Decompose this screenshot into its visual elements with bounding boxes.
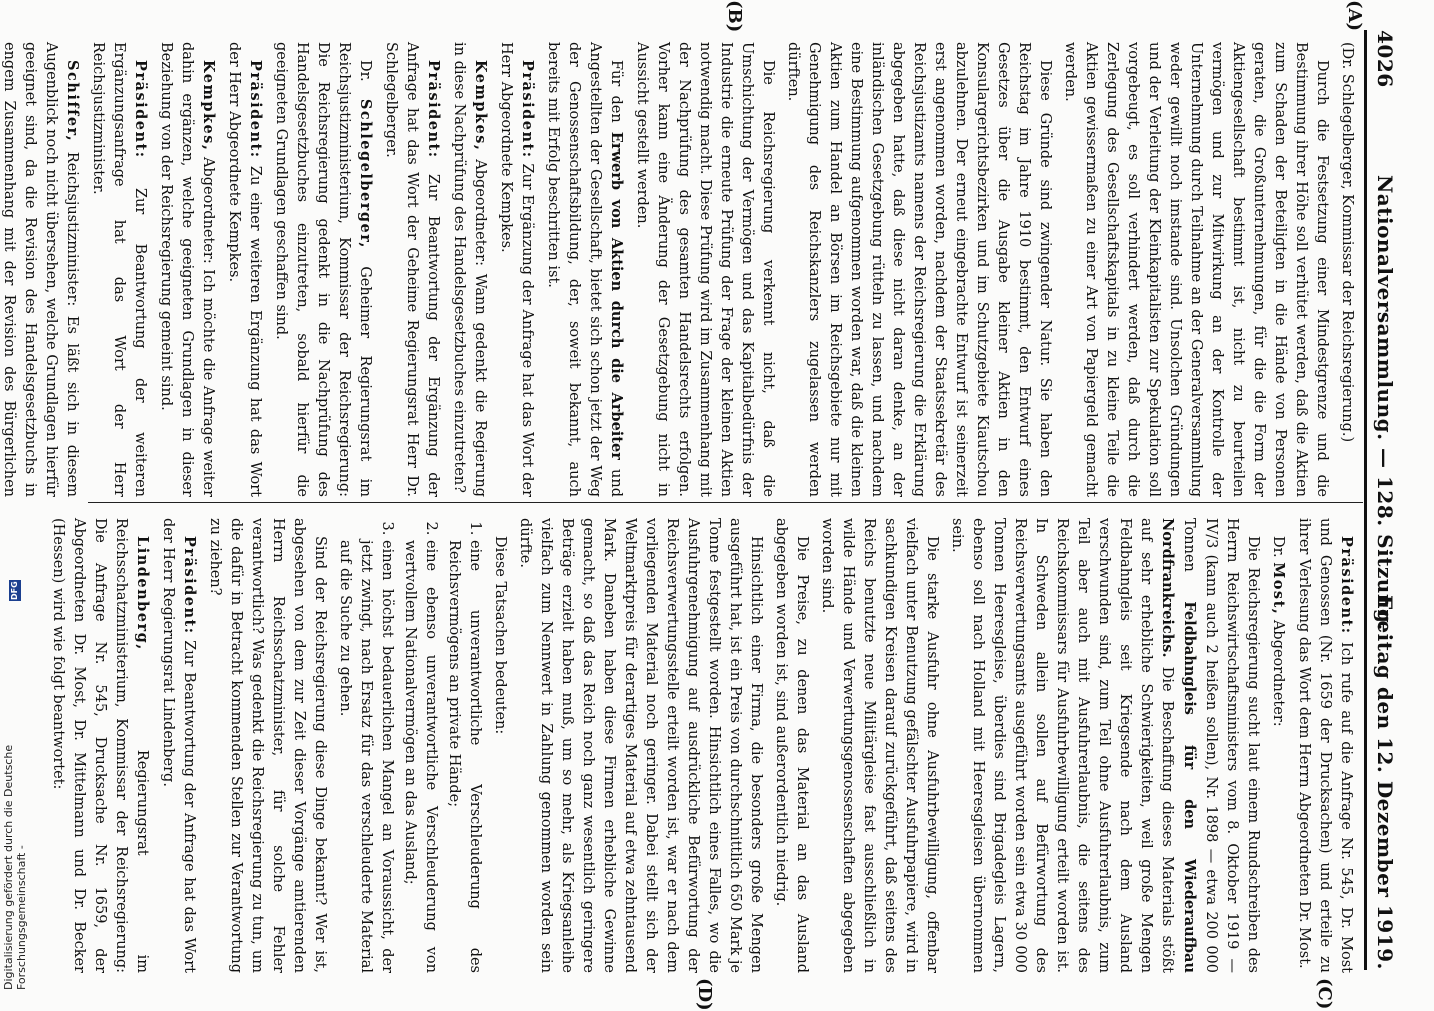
header-title: Nationalversammlung. — 128. Sitzung.: [1373, 175, 1397, 631]
list-item: 3. einen höchst bedauerlichen Mangel an Voraussicht, der jetzt zwingt, nach Ersatz für das verschleuderte Material auf die Suche zu gehen.: [334, 540, 397, 973]
speech: Präsident: Zur Beantwortung der Ergänzung der Anfrage hat das Wort der Geheime Regierungsrat Herr Dr. Schlegelberger.: [383, 42, 442, 498]
paragraph: Hinsichtlich einer Firma, die besonders große Mengen ausgeführt hat, ist ein Preis von durchschnittlich 650 Mark je Tonne festgestellt worden. Hinsichtlich eines Falles, wo die Ausfuhrgenehmigung auf ausdrückliche Befürwortung der Reichsverwertungsstelle erteilt worden ist, war er nach dem vorliegenden Material noch geringer. Dabei stellt sich der Weltmarktpreis für derartiges Material auf etwa zehntausend Mark. Daneben haben diese Firmen erhebliche Gewinne gemacht, so daß das Reich noch ganz wesentlich geringere Beträge erzielt haben muß, um so mehr, als Kriegsanleihe vielfach zum Nennwert in Zahlung genommen worden sein dürfte.: [517, 518, 764, 973]
digitization-credit: [2, 580, 28, 990]
speaker-name: Präsident:: [519, 60, 536, 159]
speech: Kempkes, Abgeordneter: Ich möchte die Anfrage weiter dahin ergänzen, welche geeigneten Grundlagen in dieser Beziehung von der Reichsregierung gemeint sind.: [158, 42, 217, 497]
dfg-logo-icon: DFG: [10, 581, 19, 601]
speech: Präsident: Zur Beantwortung der Anfrage hat das Wort der Herr Regierungsrat Lindenberg.: [160, 518, 198, 974]
speaker-name: Lindenberg,: [134, 536, 151, 651]
bold-phrase: Feldbahngleis für den Wiederaufbau Nordfrankreichs.: [1159, 518, 1198, 973]
speech: Lindenberg, Regierungsrat im Reichsschatzministerium, Kommissar der Reichsregierung: Die Anfrage Nr. 545, Drucksache Nr. 1659, der Abgeordneten Dr. Most, Dr. Mittelmann und Dr. Becker (Hessen) wird wie folgt beantwortet:: [50, 518, 151, 973]
paragraph: Die Reichsregierung sucht laut einem Rundschreiben des Herrn Reichswirtschaftsministers vom 8. Oktober 1919 — IV/3 (kann auch 2 heißen sollen), Nr. 1898 — etwa 200 000 Tonnen Feldbahngleis für den Wiederaufbau Nordfrankreichs. Die Beschaffung dieses Materials stößt auf sehr erhebliche Schwierigkeiten, weil große Mengen Feldbahngleis seit Kriegsende nach dem Ausland verschwunden sind, zum Teil ohne Ausfuhrerlaubnis, zum Teil aber auch mit Ausfuhrerlaubnis, die seitens des Reichskommissars für Ausfuhrbewilligung erteilt worden ist. In Schweden allein sollen auf Befürwortung des Reichsverwertungsamts ausgeführt worden sein etwa 30 000 Tonnen Heeresgleise, überdies sind Brigadegleis Lagern, ebenso soll nach Holland mit Heeresgleisen übernommen sein.: [949, 518, 1261, 973]
page-header: [1367, 30, 1397, 970]
paragraph: Die Reichsregierung verkennt nicht, daß die Umschichtung der Vermögen und das Kapitalbedürfnis der Industrie die erneute Prüfung der Frage der kleinen Aktien notwendig macht. Diese Prüfung wird im Zusammenhang mit der Nachprüfung des gesamten Handelsrechts erfolgen. Vorher kann eine Änderung der Gesetzgebung nicht in Aussicht gestellt werden.: [634, 42, 776, 497]
speech: Schiffer, Reichsjustizminister: Es läßt sich in diesem Augenblick noch nicht übersehen, welche Grundlagen hierfür geeignet sind, da die Revision des Handelsgesetzbuchs in engem Zusammenhang mit der Revision des Bürgerlichen: [1, 42, 81, 497]
speaker-name: Kempkes,: [200, 60, 217, 152]
speech: Dr. Most, Abgeordneter:: [1270, 536, 1287, 727]
header-date: Freitag den 12. Dezember 1919.: [1373, 595, 1397, 970]
paragraph: Diese Tatsachen bedeuten:: [492, 536, 508, 735]
speaker-name: Präsident:: [247, 60, 264, 159]
left-column: [0, 42, 1357, 497]
speech: Präsident: Zur Beantwortung der weiteren Ergänzungsanfrage hat das Wort der Herr Reichsjustizminister.: [90, 42, 149, 497]
margin-mark-a: (A): [1344, 0, 1365, 31]
paragraph: Diese Gründe sind zwingender Natur. Sie haben den Reichstag im Jahre 1910 bestimmt, den Entwurf eines Gesetzes über die Ausgabe kleiner Aktien in den Konsulargerichtsbezirken und im Schutzgebiete Kiautschou abzulehnen. Der erneut eingebrachte Entwurf ist seinerzeit erst angenommen worden, nachdem der Staatssekretär des Reichsjustizamts namens der Reichsregierung die Erklärung abgegeben hatte, daß diese nicht daran denke, an der inländischen Gesetzgebung rütteln zu lassen, und nachdem eine Bestimmung aufgenommen worden war, daß die kleinen Aktien zum Handel an Börsen im Reichsgebiete nur mit Genehmigung des Reichskanzlers zugelassen werden dürften.: [785, 42, 1053, 497]
margin-mark-c: (C): [1314, 978, 1335, 1010]
paragraph: Die starke Ausfuhr ohne Ausfuhrbewilligung, offenbar vielfach unter Benutzung gefälschter Ausfuhrpapiere, wird in sachkundigen Kreisen darauf zurückgeführt, daß seitens des Reichs benutzte neue Militärgleise fast ausschließlich in wilde Hände und Verwertungsgenossenschaften abgegeben worden sind.: [819, 518, 940, 973]
speaker-name: Präsident:: [425, 60, 442, 159]
margin-mark-b: (B): [724, 0, 745, 33]
paragraph: Sind der Reichsregierung diese Dinge bekannt? Wer ist, abgesehen von dem zur Zeit dieser Vorgänge amtierenden Herrn Reichsschatzminister, für solche Fehler verantwortlich? Was gedenkt die Reichsregierung zu tun, um die dafür in Betracht kommenden Stellen zur Verantwortung zu ziehen?: [207, 518, 328, 973]
speaker-name: Präsident:: [132, 60, 149, 159]
speech: Präsident: Ich rufe auf die Anfrage Nr. 545, Dr. Most und Genossen (Nr. 1659 der Drucksachen) und erteile zu ihrer Verlesung das Wort dem Herrn Abgeordneten Dr. Most.: [1296, 518, 1355, 973]
speaker-name: Schlegelberger,: [357, 98, 374, 249]
speaker-name: Kempkes,: [472, 60, 489, 152]
right-column: [43, 518, 1357, 973]
bold-phrase: Erwerb von Aktien durch die Arbeiter: [608, 131, 625, 460]
paragraph: Die Preise, zu denen das Material an das Ausland abgegeben worden ist, sind außerordentlich niedrig.: [773, 518, 810, 973]
speaker-name: Präsident:: [181, 536, 198, 635]
speaker-name: Most,: [1270, 562, 1287, 616]
page-number: 4026: [1373, 30, 1397, 88]
list-item: 2. eine ebenso unverantwortliche Verschleuderung von wertvollem Nationalvermögen an das Ausland;: [399, 540, 441, 973]
numbered-list: [334, 540, 485, 973]
header-rule: [1364, 30, 1367, 970]
list-item: 1. eine unverantwortliche Verschleuderung des Reichsvermögens an private Hände;: [443, 540, 485, 973]
speech: Präsident: Zur Ergänzung der Anfrage hat das Wort der Herr Abgeordnete Kempkes.: [498, 42, 536, 498]
speech: Dr. Schlegelberger, Geheimer Regierungsrat im Reichsjustizministerium, Kommissar der Reichsregierung: Die Reichsregierung gedenkt in die Nachprüfung des Handelsgesetzbuches einzutreten, sobald hierfür die geeigneten Grundlagen geschaffen sind.: [273, 42, 374, 498]
column-divider: [88, 502, 1363, 503]
credit-text: Digitalisierung gefördert durch die Deutsche Forschungsgemeinschaft -: [2, 744, 28, 990]
speech: Kempkes, Abgeordneter: Wann gedenkt die Regierung in diese Nachprüfung des Handelsgesetzbuches einzutreten?: [451, 42, 489, 497]
margin-mark-d: (D): [694, 978, 715, 1011]
speaker-name: Schiffer,: [64, 60, 81, 143]
speaker-attribution: (Dr. Schlegelberger, Kommissar der Reichsregierung.): [1339, 42, 1355, 443]
paragraph: Durch die Festsetzung einer Mindestgrenze und die Bestimmung ihrer Höhe soll verhütet werden, daß die Aktien zum Schaden der Beteiligten in die Hände von Personen geraten, die Großunternehmungen, für die die Form der Aktiengesellschaft bestimmt ist, nicht zu beurteilen vermögen und zur Mitwirkung an der Kontrolle der Unternehmung durch Teilnahme an der Generalversammlung weder gewillt noch imstande sind. Unsolchen Gründungen und der Verleitung der Kleinkapitalisten zur Spekulation soll vorgebeugt, es soll verhindert werden, daß durch die Zerlegung des Gesellschaftskapitals in zu kleine Teile die Aktien gewissermaßen zu einer Art von Papiergeld gemacht werden.: [1062, 42, 1330, 497]
speaker-name: Präsident:: [1338, 536, 1355, 635]
paragraph: Für den Erwerb von Aktien durch die Arbeiter und Angestellten der Gesellschaft, bietet sich schon jetzt der Weg der Genossenschaftsbildung, der, soweit bekannt, auch bereits mit Erfolg beschritten ist.: [545, 42, 625, 498]
speech: Präsident: Zu einer weiteren Ergänzung hat das Wort der Herr Abgeordnete Kempkes.: [226, 42, 264, 497]
